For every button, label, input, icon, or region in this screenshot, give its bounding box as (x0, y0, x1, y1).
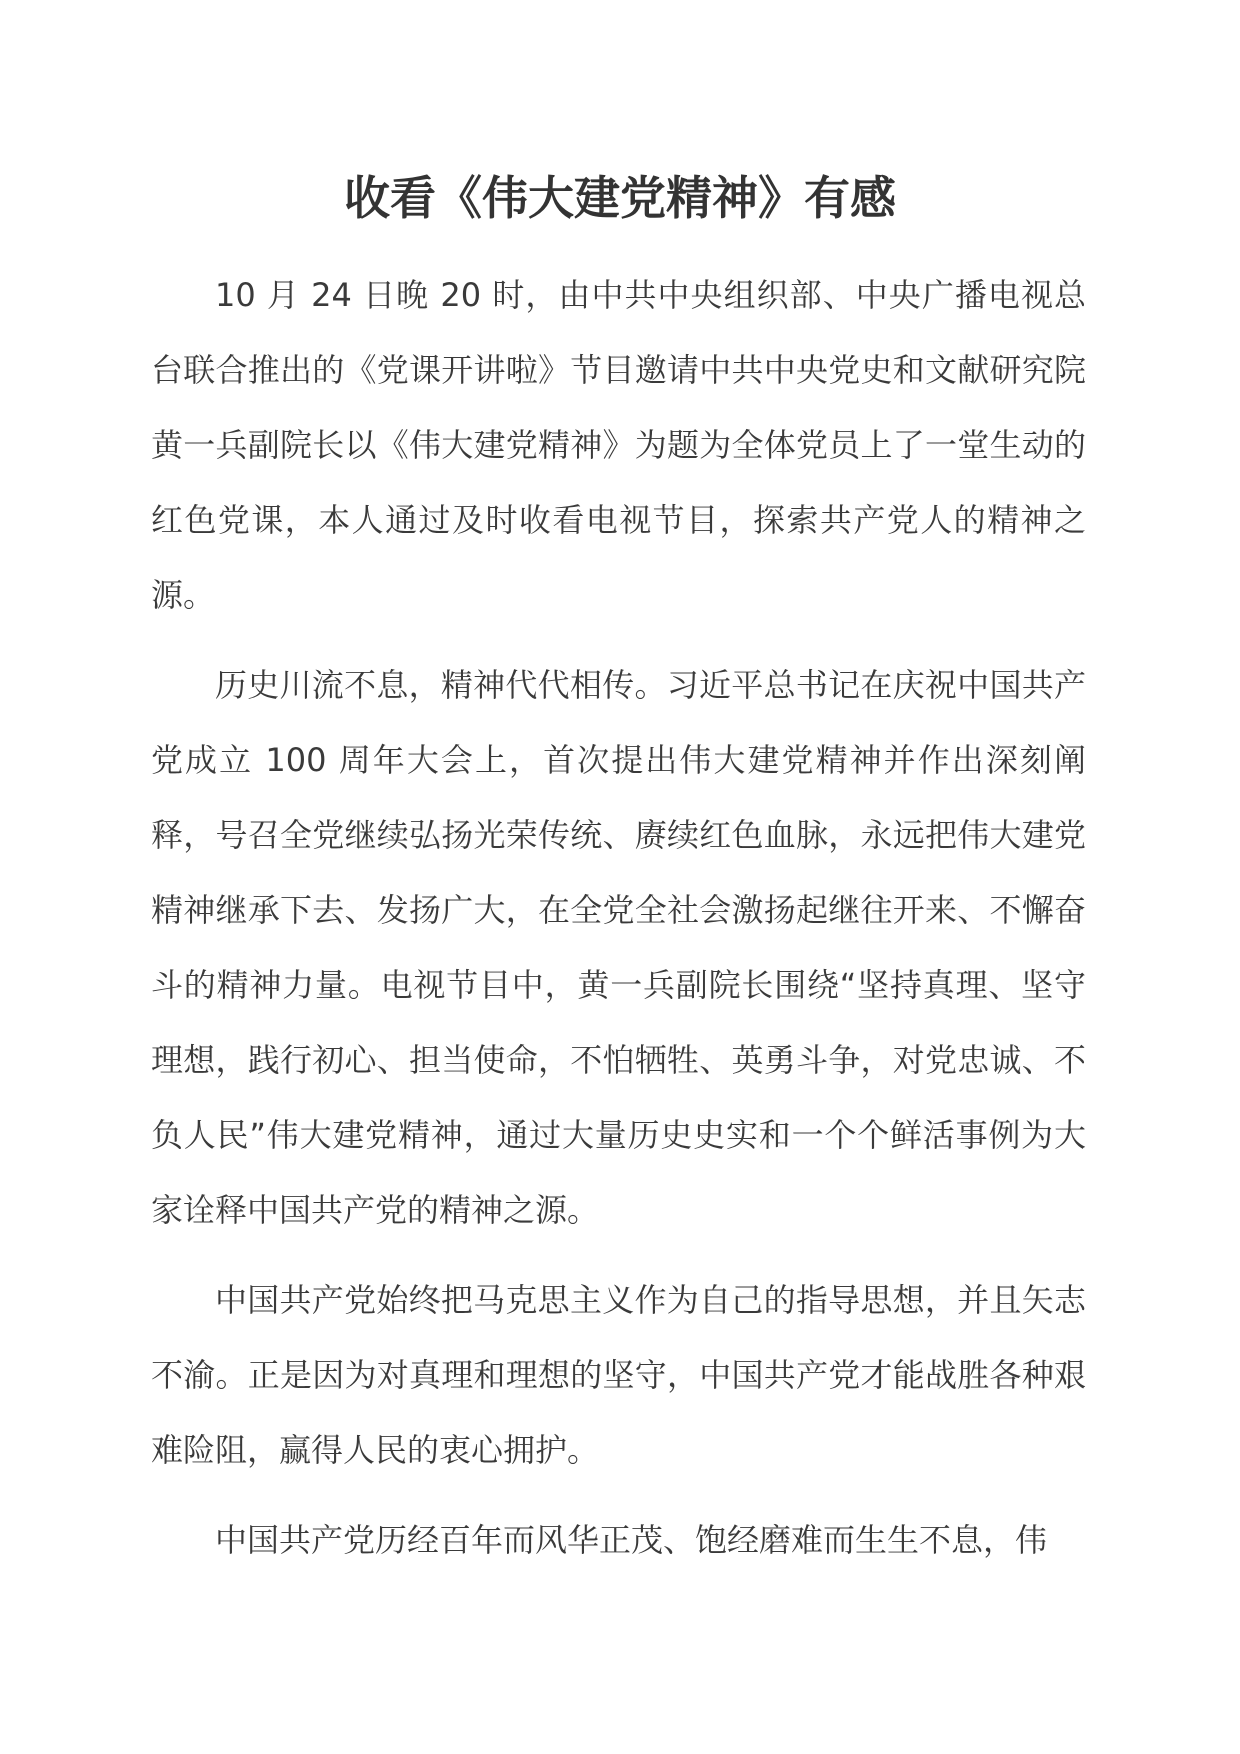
paragraph: 10 月 24 日晚 20 时，由中共中央组织部、中央广播电视总台联合推出的《党课开讲啦》节目邀请中共中央党史和文献研究院黄一兵副院长以《伟大建党精神》为题为全体党员上了一堂生动的红色党课，本人通过及时收看电视节目，探索共产党人的精神之源。 (151, 276, 1086, 614)
paragraph: 历史川流不息，精神代代相传。习近平总书记在庆祝中国共产党成立 100 周年大会上，首次提出伟大建党精神并作出深刻阐释，号召全党继续弘扬光荣传统、赓续红色血脉，永远把伟大建党精神继承下去、发扬广大，在全党全社会激扬起继往开来、不懈奋斗的精神力量。电视节目中，黄一兵副院长围绕“坚持真理、坚守理想，践行初心、担当使命，不怕牺牲、英勇斗争，对党忠诚、不负人民”伟大建党精神，通过大量历史史实和一个个鲜活事例为大家诠释中国共产党的精神之源。 (151, 666, 1086, 1229)
paragraph: 中国共产党历经百年而风华正茂、饱经磨难而生生不息，伟 (215, 1521, 1048, 1559)
paragraph: 中国共产党始终把马克思主义作为自己的指导思想，并且矢志不渝。正是因为对真理和理想的坚守，中国共产党才能战胜各种艰难险阻，赢得人民的衷心拥护。 (151, 1281, 1086, 1469)
document-title: 收看《伟大建党精神》有感 (344, 171, 896, 225)
document-body (151, 258, 1086, 1593)
